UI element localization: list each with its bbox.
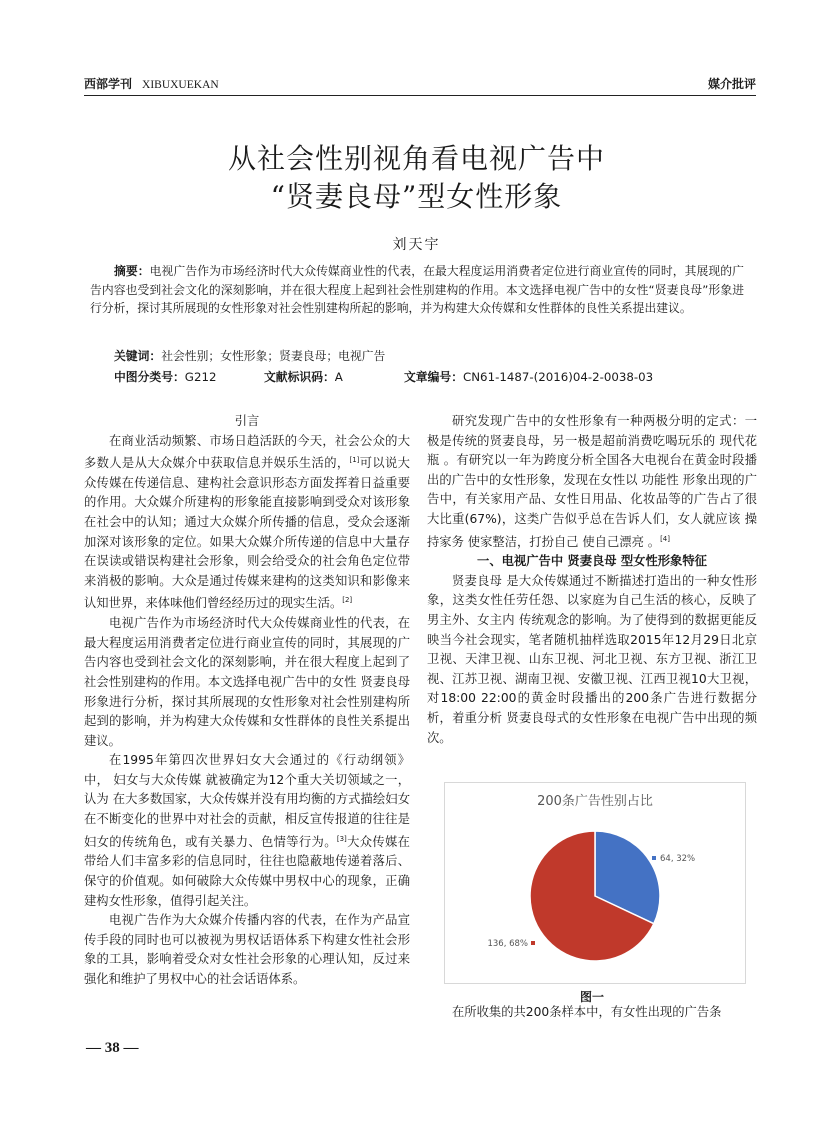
keywords: [114, 347, 744, 365]
intro-heading: 引言: [234, 414, 260, 428]
section-name: 媒介批评: [707, 77, 756, 91]
doc-code: 文献标识码：A: [264, 370, 343, 384]
chart-title: 200条广告性别占比: [537, 794, 653, 809]
author-name: 刘天宇: [392, 237, 441, 253]
figure-caption: 图一: [579, 990, 604, 1004]
abstract-label: 摘要：: [114, 264, 150, 278]
title-line-2: “贤妻良母”型女性形象: [270, 180, 563, 213]
article-number: 文章编号：CN61-1487-(2016)04-2-0038-03: [404, 370, 654, 384]
left-column: [84, 412, 410, 990]
left-paragraph-1: 在商业活动频繁、市场日趋活跃的今天，社会公众的大多数人是从大众媒介中获取信息并娱乐生活的，[1]可以说大众传媒在传递信息、建构社会意识形态方面发挥着日益重要的作用。大众媒介所建构的形象能直接影响到受众对该形象在社会中的认知；通过大众媒介所传播的信息，受众会逐渐加深对该形象的定位。如果大众媒介所传递的信息中大量存在误读或错误构建社会形象，则会给受众的社会角色定位带来消极的影响。大众是通过传媒来建构的这类知识和影像来认知世界，来体味他们曾经经历过的现实生活。[2]: [84, 433, 410, 611]
page-number: — 38 —: [86, 1040, 139, 1056]
journal-name-cn: 西部学刊: [84, 77, 133, 91]
right-column: [427, 412, 757, 748]
keywords-text: 社会性别；女性形象；贤妻良母；电视广告: [161, 349, 386, 363]
journal-name-en: XIBUXUEKAN: [142, 79, 219, 91]
article-title: [0, 140, 833, 216]
left-paragraph-4: 电视广告作为大众媒介传播内容的代表，在作为产品宣传手段的同时也可以被视为男权话语体系下构建女性社会形象的工具，影响着受众对女性社会形象的心理认知，反过来强化和维护了男权中心的社会话语体系。: [84, 913, 410, 986]
right-paragraph-3: 在所收集的共200条样本中，有女性出现的广告条: [452, 1005, 722, 1019]
right-paragraph-2: 贤妻良母 是大众传媒通过不断描述打造出的一种女性形象，这类女性任劳任怨、以家庭为自己生活的核心，反映了 男主外、女主内 传统观念的影响。为了使得到的数据更能反映当今社会现实，笔者随机抽样选取2015年12月29日北京卫视、天津卫视、山东卫视、河北卫视、东方卫视、浙江卫视、江苏卫视、湖南卫视、安徽卫视、江西卫视10大卫视，对18:00 22:00的黄金时段播出的200条广告进行数据分析，着重分析 贤妻良母式的女性形象在电视广告中出现的频次。: [427, 573, 757, 745]
pie-label-marker-0: [652, 856, 656, 860]
pie-data-label-0: 64, 32%: [660, 854, 696, 864]
pie-chart: [445, 783, 745, 983]
pie-chart-figure: [444, 782, 746, 984]
clc-code: 中图分类号：G212: [114, 370, 217, 384]
pie-data-label-1: 136, 68%: [487, 939, 528, 949]
section-1-heading: 一、电视广告中 贤妻良母 型女性形象特征: [477, 554, 707, 569]
right-paragraph-1: 研究发现广告中的女性形象有一种两极分明的定式：一极是传统的贤妻良母，另一极是超前消费吃喝玩乐的 现代花瓶 。有研究以一年为跨度分析全国各大电视台在黄金时段播出的广告中的女性形象，发现在女性以 功能性 形象出现的广告中，有关家用产品、女性日用品、化妆品等的广告占了很大比重(67%)，这类广告似乎总在告诉人们，女人就应该 操持家务 使家整洁，打扮自己 使自己漂亮 。[4]: [427, 414, 757, 549]
running-header: [84, 75, 756, 96]
keywords-label: 关键词：: [114, 349, 162, 363]
pie-label-marker-1: [531, 941, 535, 945]
abstract-text: 电视广告作为市场经济时代大众传媒商业性的代表，在最大程度运用消费者定位进行商业宣传的同时，其展现的广告内容也受到社会文化的深刻影响，并在很大程度上起到社会性别建构的作用。本文选择电视广告中的女性“贤妻良母”形象进行分析，探讨其所展现的女性形象对社会性别建构所起的影响，并为构建大众传媒和女性群体的良性关系提出建议。: [90, 264, 744, 315]
journal-name: [84, 75, 219, 92]
title-line-1: 从社会性别视角看电视广告中: [227, 142, 605, 175]
classification-line: [114, 368, 754, 386]
left-paragraph-3: 在1995年第四次世界妇女大会通过的《行动纲领》中， 妇女与大众传媒 就被确定为12个重大关切领域之一，认为 在大多数国家，大众传媒并没有用均衡的方式描绘妇女在不断变化的世界中对社会的贡献，相反宣传报道的往往是妇女的传统角色，或有关暴力、色情等行为。[3]大众传媒在带给人们丰富多彩的信息同时，往往也隐蔽地传递着落后、保守的价值观。如何破除大众传媒中男权中心的现象，正确建构女性形象，值得引起关注。: [84, 753, 410, 908]
abstract: [90, 262, 744, 318]
left-paragraph-2: 电视广告作为市场经济时代大众传媒商业性的代表，在最大程度运用消费者定位进行商业宣传的同时，其展现的广告内容也受到社会文化的深刻影响，并在很大程度上起到了社会性别建构的作用。本文选择电视广告中的女性 贤妻良母 形象进行分析，探讨其所展现的女性形象对社会性别建构所起到的影响，并为构建大众传媒和女性群体的良性关系提出建议。: [84, 616, 410, 748]
